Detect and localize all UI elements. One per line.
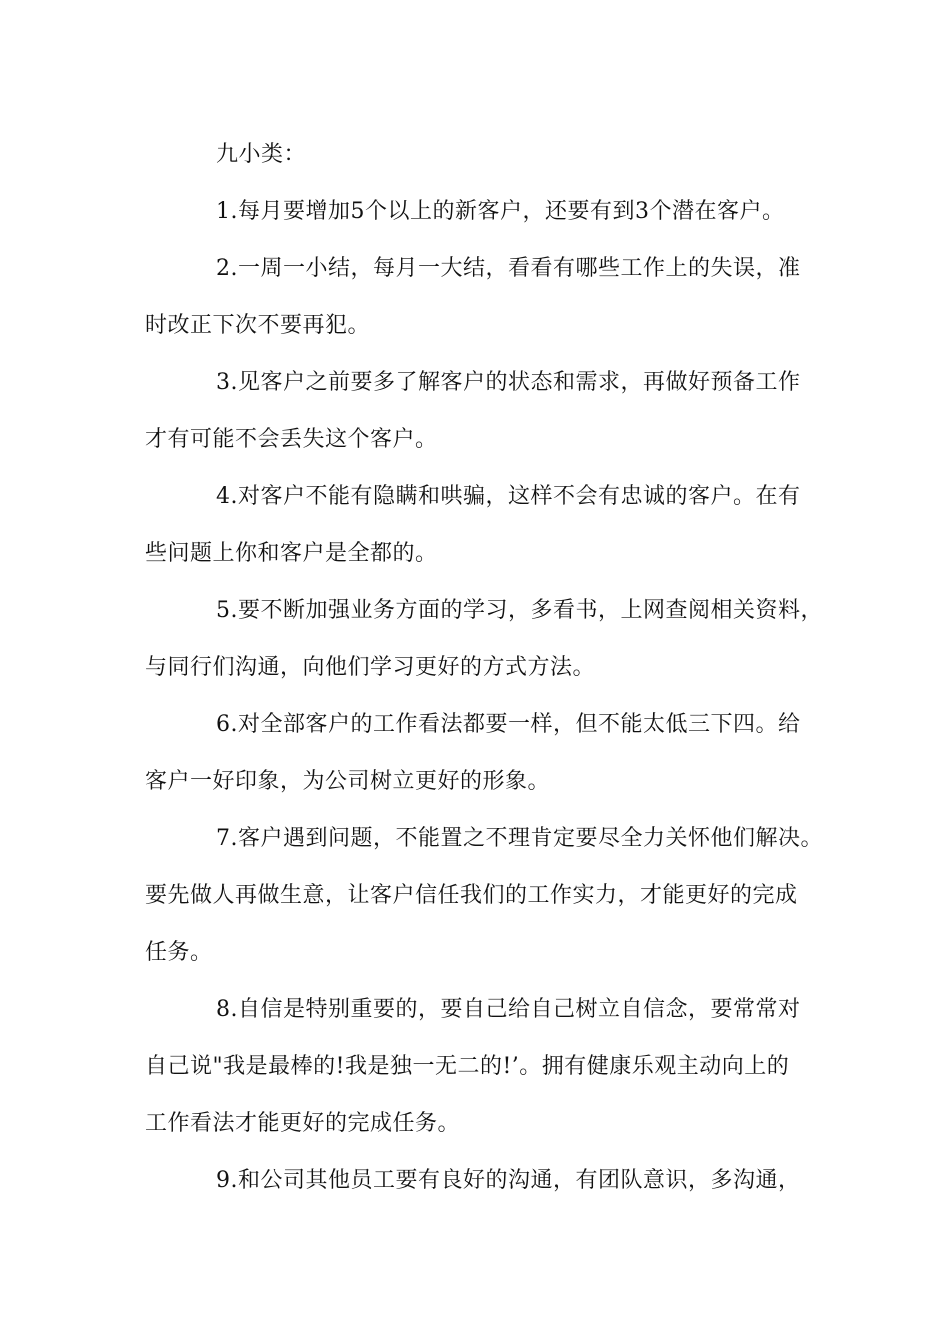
list-item — [145, 1152, 810, 1209]
text-line: 些问题上你和客户是全都的。 — [145, 541, 438, 566]
text-line: 任务。 — [145, 940, 213, 965]
text-line: 4.对客户不能有隐瞒和哄骗，这样不会有忠诚的客户。在有 — [216, 484, 801, 509]
text-line: 自己说"我是最棒的!我是独一无二的!’。拥有健康乐观主动向上的 — [145, 1054, 790, 1079]
list-item — [145, 183, 810, 240]
text-line: 2.一周一小结，每月一大结，看看有哪些工作上的失误，准 — [216, 256, 801, 281]
text-line: 时改正下次不要再犯。 — [145, 313, 371, 338]
text-line: 1.每月要增加5个以上的新客户，还要有到3个潜在客户。 — [216, 199, 785, 224]
text-line: 3.见客户之前要多了解客户的状态和需求，再做好预备工作 — [216, 370, 801, 395]
paragraph-list — [145, 183, 823, 1209]
text-line: 6.对全部客户的工作看法都要一样，但不能太低三下四。给 — [216, 712, 801, 737]
text-line: 9.和公司其他员工要有良好的沟通，有团队意识，多沟通， — [216, 1168, 801, 1193]
text-line: 要先做人再做生意，让客户信任我们的工作实力，才能更好的完成 — [145, 883, 798, 908]
list-item — [145, 240, 810, 354]
text-line: 才有可能不会丢失这个客户。 — [145, 427, 438, 452]
text-line: 客户一好印象，为公司树立更好的形象。 — [145, 769, 551, 794]
list-item — [145, 582, 823, 696]
text-line: 8.自信是特别重要的，要自己给自己树立自信念，要常常对 — [216, 997, 801, 1022]
document-body — [145, 126, 823, 1209]
text-line: 5.要不断加强业务方面的学习，多看书，上网查阅相关资料， — [216, 598, 823, 623]
list-item — [145, 810, 823, 981]
section-heading: 九小类： — [216, 142, 307, 167]
text-line: 与同行们沟通，向他们学习更好的方式方法。 — [145, 655, 596, 680]
list-item — [145, 696, 810, 810]
list-item — [145, 354, 810, 468]
list-item — [145, 468, 810, 582]
text-line: 工作看法才能更好的完成任务。 — [145, 1111, 461, 1136]
list-item — [145, 981, 810, 1152]
text-line: 7.客户遇到问题，不能置之不理肯定要尽全力关怀他们解决。 — [216, 826, 823, 851]
